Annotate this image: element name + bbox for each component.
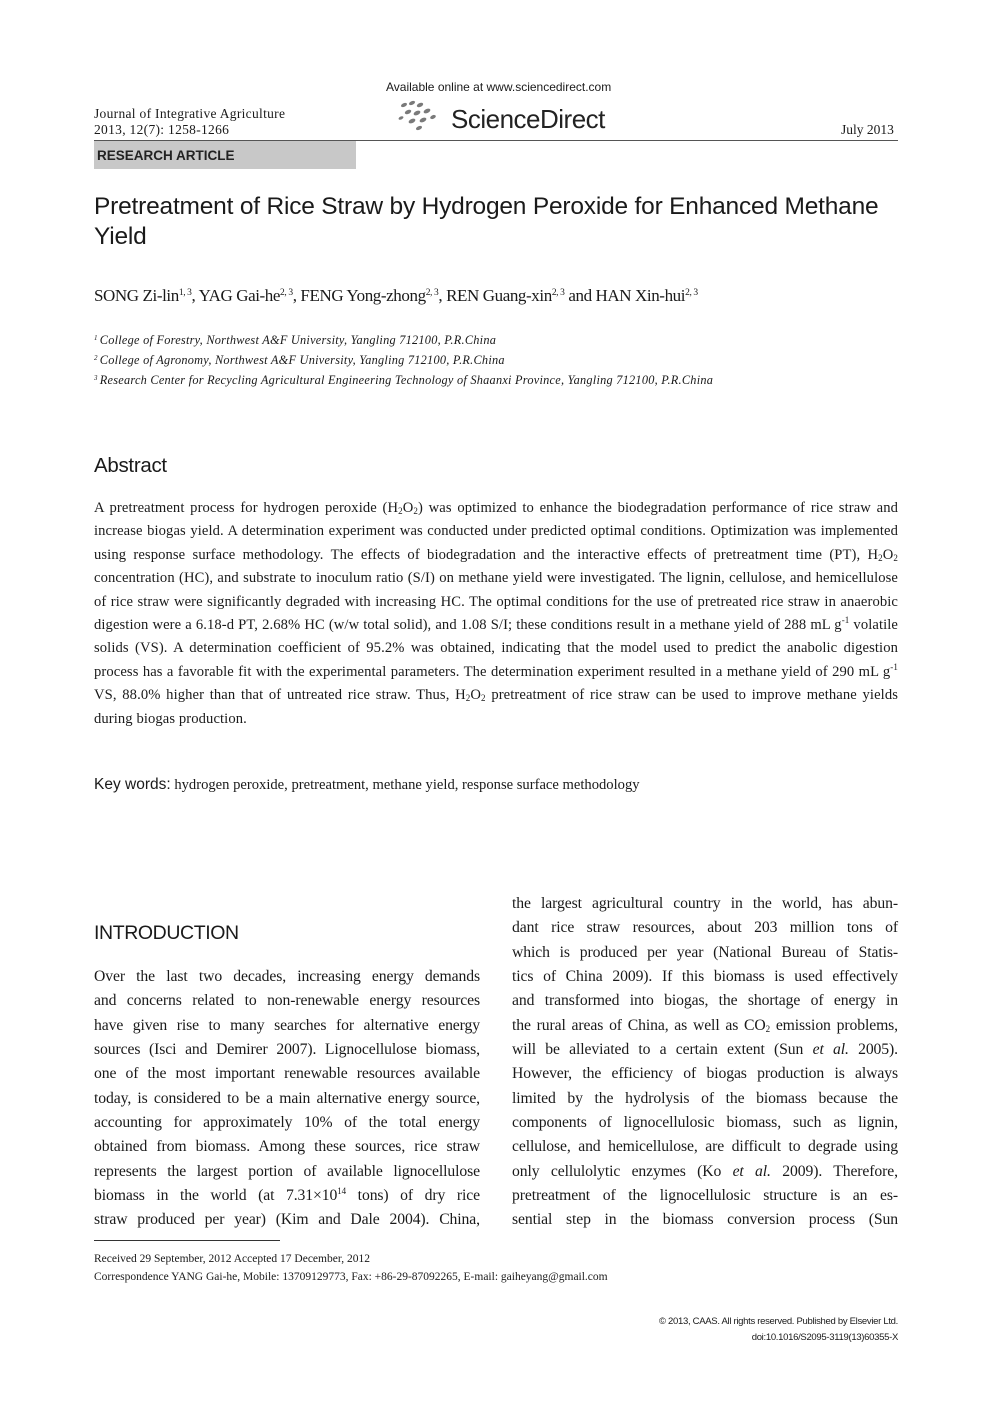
introduction-column-left — [94, 965, 480, 1233]
text-line: components of lignocellulosic biomass, such as lignin, — [512, 1114, 898, 1132]
author-separator: , — [438, 286, 447, 305]
text-line: and transformed into biogas, the shortage of energy in — [512, 992, 898, 1010]
text-line: obtained from biomass. Among these sources, rice straw — [94, 1138, 480, 1156]
copyright-notice: © 2013, CAAS. All rights reserved. Published by Elsevier Ltd. — [659, 1316, 898, 1327]
introduction-heading: INTRODUCTION — [94, 922, 239, 944]
sciencedirect-logo-icon — [398, 98, 438, 134]
author-separator: and — [564, 286, 596, 305]
text-line: sential step in the biomass conversion process (Sun — [512, 1211, 898, 1229]
text-line: Over the last two decades, increasing energy demands — [94, 968, 480, 985]
text-line: the rural areas of China, as well as $CO_2$ emission problems, — [512, 1016, 898, 1034]
journal-info — [94, 106, 285, 138]
author-name: YAG Gai-he — [198, 286, 281, 305]
affiliation-3 — [94, 373, 713, 388]
abstract-text: A pretreatment process for hydrogen peroxide $(H_2O_2)$ was optimized to enhance the biodegradation performance of rice straw and increase biogas yield. A determination experiment was conducted under predicted optimal conditions. Optimization was implemented using response surface methodology. The effects of biodegradation and the interactive effects of pretreatment time (PT), $H_2O_2$ concentration (HC), and substrate to inoculum ratio (S/I) on methane yield were investigated. The lignin, cellulose, and hemicellulose of rice straw were significantly degraded with increasing HC. The optimal conditions for the use of pretreated rice straw in anaerobic digestion were a 6.18-d PT, 2.68% HC (w/w total solid), and 1.08 S/I; these conditions result in a methane yield of 288 mL $g^{-1}$ volatile solids (VS). A determination coefficient of 95.2% was obtained, indicating that the model used to predict the anabolic digestion process has a favorable fit with the experimental parameters. The determination experiment resulted in a methane yield of 290 mL $g^{-1}$ VS, 88.0% higher than that of untreated rice straw. Thus, $H_2O_2$ pretreatment of rice straw can be used to improve methane yields during biogas production. — [94, 500, 898, 727]
text-line: dant rice straw resources, about 203 million tons of — [512, 919, 898, 937]
author-separator: , — [191, 286, 199, 305]
keywords — [94, 776, 640, 794]
affiliation-text: College of Agronomy, Northwest A&F University, Yangling 712100, P.R.China — [99, 353, 505, 367]
text-line: the largest agricultural country in the world, has abun- — [512, 895, 898, 912]
article-type-label: RESEARCH ARTICLE — [97, 148, 235, 163]
affiliation-1 — [94, 333, 496, 348]
sciencedirect-wordmark: ScienceDirect — [451, 104, 605, 134]
text-line: pretreatment of the lignocellulosic structure is an es- — [512, 1187, 898, 1205]
available-online-text: Available online at www.sciencedirect.com — [386, 80, 612, 94]
author-list — [94, 286, 698, 306]
article-type-banner — [94, 141, 356, 169]
author-name: SONG Zi-lin — [94, 286, 179, 305]
doi: doi:10.1016/S2095-3119(13)60355-X — [751, 1332, 898, 1343]
text-line: one of the most important renewable resources available — [94, 1065, 480, 1083]
text-line: today, is considered to be a main alternative energy source, — [94, 1089, 480, 1107]
text-line: accounting for approximately 10% of the total energy — [94, 1114, 480, 1132]
issue-date: July 2013 — [841, 122, 894, 137]
text-line: only cellulolytic enzymes (Ko et al. 2009). Therefore, — [512, 1162, 898, 1180]
author-affiliation-marker: 1, 3 — [178, 288, 192, 298]
text-line: which is produced per year (National Bureau of Statis- — [512, 943, 898, 961]
footnote-divider — [94, 1240, 280, 1241]
keywords-label: Key words: — [94, 776, 171, 793]
article-title: Pretreatment of Rice Straw by Hydrogen Peroxide for Enhanced Methane Yield — [94, 193, 879, 250]
affiliation-number: 2 — [94, 354, 98, 362]
affiliation-text: Research Center for Recycling Agricultural Engineering Technology of Shaanxi Province, Yangling 712100, P.R.China — [99, 373, 714, 387]
journal-issue: 2013, 12(7): 1258-1266 — [94, 122, 230, 137]
text-line: limited by the hydrolysis of the biomass because the — [512, 1089, 898, 1107]
author-affiliation-marker: 2, 3 — [551, 288, 565, 298]
author-name: HAN Xin-hui — [595, 286, 686, 305]
text-line: biomass in the world (at $7.31\times 10^{14}$ tons) of dry rice — [94, 1186, 480, 1205]
text-line: sources (Isci and Demirer 2007). Lignocellulose biomass, — [94, 1041, 480, 1059]
correspondence: Correspondence YANG Gai-he, Mobile: 13709129773, Fax: +86-29-87092265, E-mail: gaiheyang@gmail.com — [94, 1271, 608, 1283]
author-name: FENG Yong-zhong — [300, 286, 426, 305]
text-line: will be alleviated to a certain extent (Sun et al. 2005). — [512, 1041, 898, 1059]
keywords-text: hydrogen peroxide, pretreatment, methane yield, response surface methodology — [170, 777, 640, 793]
text-line: represents the largest portion of available lignocellulose — [94, 1162, 480, 1180]
text-line: and concerns related to non-renewable energy resources — [94, 992, 480, 1010]
text-line: tics of China 2009). If this biomass is used effectively — [512, 968, 898, 986]
text-line: have given rise to many searches for alternative energy — [94, 1016, 480, 1034]
author-affiliation-marker: 2, 3 — [280, 288, 293, 298]
author-affiliation-marker: 2, 3 — [425, 288, 439, 298]
received-dates: Received 29 September, 2012 Accepted 17 December, 2012 — [94, 1253, 370, 1265]
author-separator: , — [292, 286, 301, 305]
author-name: REN Guang-xin — [446, 286, 552, 305]
affiliation-text: College of Forestry, Northwest A&F University, Yangling 712100, P.R.China — [99, 333, 497, 347]
text-line: straw produced per year) (Kim and Dale 2004). China, — [94, 1211, 480, 1229]
abstract-heading: Abstract — [94, 454, 167, 477]
affiliation-number: 1 — [94, 334, 98, 342]
introduction-column-right — [512, 892, 898, 1233]
text-line: cellulose, and hemicellulose, are difficult to degrade using — [512, 1138, 898, 1156]
text-line: However, the efficiency of biogas production is always — [512, 1065, 898, 1083]
journal-name: Journal of Integrative Agriculture — [94, 106, 286, 121]
author-affiliation-marker: 2, 3 — [685, 288, 698, 298]
affiliation-2 — [94, 353, 505, 368]
affiliation-number: 3 — [94, 374, 98, 382]
